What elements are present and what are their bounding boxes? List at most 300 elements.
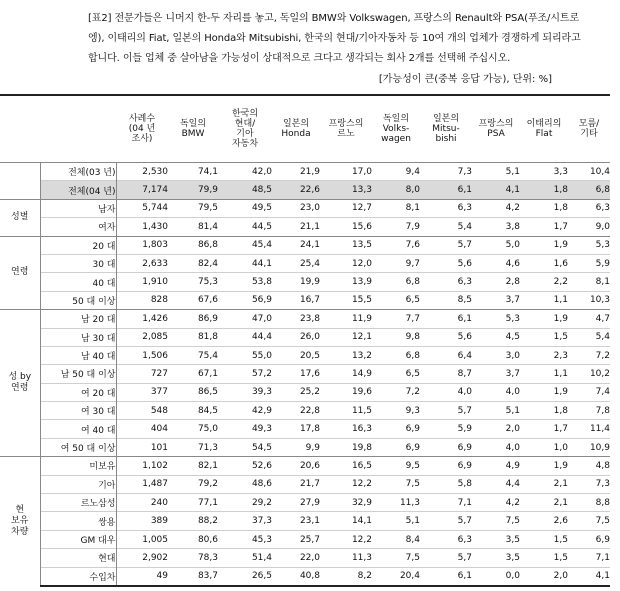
row-label: 르노삼성 (40, 494, 116, 512)
value-cell: 47,0 (218, 310, 272, 328)
value-cell: 26,0 (272, 328, 320, 346)
value-cell: 49,5 (218, 199, 272, 217)
value-cell: 78,3 (168, 549, 218, 567)
table-row (0, 383, 610, 401)
column-header-line: 일본의 (282, 119, 310, 129)
value-cell: 9,3 (372, 402, 420, 420)
column-header-line: 현대/ (234, 119, 256, 129)
value-cell: 25,4 (272, 254, 320, 272)
value-cell: 6,9 (372, 438, 420, 456)
unit-note: [가능성이 큰(중복 응답 가능), 단위: %] (378, 74, 552, 85)
group-label (0, 199, 40, 236)
value-cell: 1,1 (520, 365, 568, 383)
value-cell: 8,5 (420, 291, 472, 309)
value-cell: 22,6 (272, 181, 320, 199)
table-header-row (0, 95, 610, 163)
value-cell: 44,1 (218, 254, 272, 272)
value-cell: 44,5 (218, 218, 272, 236)
row-label: 여 50 대 이상 (40, 438, 116, 456)
value-cell: 1,102 (116, 457, 168, 475)
value-cell: 6,9 (420, 457, 472, 475)
value-cell: 75,3 (168, 273, 218, 291)
value-cell: 5,7 (420, 236, 472, 254)
value-cell: 6,9 (420, 438, 472, 456)
value-cell: 1,487 (116, 475, 168, 493)
column-header-line: 일본의 (432, 114, 460, 124)
value-cell: 3,5 (472, 549, 520, 567)
column-header-line: 자동차 (231, 139, 259, 149)
value-cell: 54,5 (218, 438, 272, 456)
value-cell: 16,5 (320, 457, 372, 475)
value-cell: 5,6 (420, 254, 472, 272)
row-label: 여 20 대 (40, 383, 116, 401)
value-cell: 75,4 (168, 346, 218, 364)
value-cell: 7,7 (372, 310, 420, 328)
value-cell: 6,8 (568, 181, 610, 199)
value-cell: 20,5 (272, 346, 320, 364)
column-header-line: 사례수 (128, 114, 156, 124)
column-header (520, 95, 568, 163)
value-cell: 11,4 (568, 420, 610, 438)
value-cell: 548 (116, 402, 168, 420)
value-cell: 9,8 (372, 328, 420, 346)
column-header-line: BMW (181, 129, 205, 139)
value-cell: 86,8 (168, 236, 218, 254)
value-cell: 2,2 (520, 273, 568, 291)
column-header-line: 프랑스의 (478, 119, 514, 129)
value-cell: 8,4 (372, 530, 420, 548)
value-cell: 32,9 (320, 494, 372, 512)
value-cell: 23,0 (272, 199, 320, 217)
value-cell: 4,0 (472, 383, 520, 401)
value-cell: 6,9 (372, 420, 420, 438)
value-cell: 19,6 (320, 383, 372, 401)
intro-text (88, 9, 588, 69)
value-cell: 5,0 (472, 236, 520, 254)
table-row (0, 549, 610, 567)
value-cell: 79,9 (168, 181, 218, 199)
group-label-line: 연령 (11, 267, 29, 278)
value-cell: 828 (116, 291, 168, 309)
value-cell: 79,2 (168, 475, 218, 493)
value-cell: 1,426 (116, 310, 168, 328)
value-cell: 8,7 (420, 365, 472, 383)
group-label-line: 차량 (11, 527, 29, 538)
value-cell: 8,1 (568, 273, 610, 291)
value-cell: 14,1 (320, 512, 372, 530)
value-cell: 1,9 (520, 383, 568, 401)
value-cell: 240 (116, 494, 168, 512)
value-cell: 49,3 (218, 420, 272, 438)
value-cell: 727 (116, 365, 168, 383)
value-cell: 5,3 (472, 310, 520, 328)
column-header-line: Volks- (382, 124, 410, 134)
value-cell: 5,8 (420, 475, 472, 493)
value-cell: 22,8 (272, 402, 320, 420)
column-header-line: 기아 (236, 129, 254, 139)
column-header-line: 이태리의 (526, 119, 562, 129)
value-cell: 6,3 (420, 199, 472, 217)
value-cell: 55,0 (218, 346, 272, 364)
row-label: 여자 (40, 218, 116, 236)
table-row (0, 199, 610, 217)
column-header-line: Mitsu- (432, 124, 460, 134)
value-cell: 5,7 (420, 402, 472, 420)
row-label: 전체(04 년) (40, 181, 116, 199)
value-cell: 1,5 (520, 530, 568, 548)
column-header (116, 95, 168, 163)
value-cell: 7,9 (372, 218, 420, 236)
value-cell: 5,1 (372, 512, 420, 530)
value-cell: 53,8 (218, 273, 272, 291)
table-row (0, 273, 610, 291)
value-cell: 7,5 (372, 475, 420, 493)
table-row (0, 512, 610, 530)
value-cell: 39,3 (218, 383, 272, 401)
value-cell: 1,8 (520, 199, 568, 217)
value-cell: 6,3 (420, 273, 472, 291)
column-header-line: 조사) (131, 134, 153, 144)
value-cell: 1,005 (116, 530, 168, 548)
value-cell: 80,6 (168, 530, 218, 548)
column-header-line: 한국의 (231, 109, 259, 119)
value-cell: 5,9 (568, 254, 610, 272)
value-cell: 15,6 (320, 218, 372, 236)
value-cell: 86,9 (168, 310, 218, 328)
value-cell: 22,0 (272, 549, 320, 567)
column-header (372, 95, 420, 163)
value-cell: 9,9 (272, 438, 320, 456)
value-cell: 19,9 (272, 273, 320, 291)
value-cell: 1,6 (520, 254, 568, 272)
value-cell: 3,7 (472, 365, 520, 383)
row-label: 전체(03 년) (40, 163, 116, 181)
value-cell: 12,7 (320, 199, 372, 217)
value-cell: 3,5 (472, 530, 520, 548)
group-label (0, 457, 40, 586)
value-cell: 20,4 (372, 567, 420, 586)
value-cell: 2,1 (520, 475, 568, 493)
column-header-line: 독일의 (179, 119, 207, 129)
value-cell: 2,530 (116, 163, 168, 181)
value-cell: 101 (116, 438, 168, 456)
value-cell: 7,3 (568, 475, 610, 493)
value-cell: 5,4 (568, 328, 610, 346)
value-cell: 13,3 (320, 181, 372, 199)
value-cell: 52,6 (218, 457, 272, 475)
row-label: 40 대 (40, 273, 116, 291)
value-cell: 9,5 (372, 457, 420, 475)
table-body (0, 163, 610, 586)
row-label: 쌍용 (40, 512, 116, 530)
row-label: 여 40 대 (40, 420, 116, 438)
value-cell: 5,7 (420, 549, 472, 567)
value-cell: 2,0 (472, 420, 520, 438)
value-cell: 48,6 (218, 475, 272, 493)
value-cell: 67,6 (168, 291, 218, 309)
value-cell: 4,0 (420, 383, 472, 401)
survey-table (0, 94, 610, 587)
row-label: 수입차 (40, 567, 116, 586)
value-cell: 56,9 (218, 291, 272, 309)
value-cell: 71,3 (168, 438, 218, 456)
value-cell: 2,633 (116, 254, 168, 272)
value-cell: 4,6 (472, 254, 520, 272)
value-cell: 9,7 (372, 254, 420, 272)
value-cell: 3,8 (472, 218, 520, 236)
table-row (0, 218, 610, 236)
row-label: 여 30 대 (40, 402, 116, 420)
value-cell: 5,7 (420, 512, 472, 530)
value-cell: 9,0 (568, 218, 610, 236)
value-cell: 13,2 (320, 346, 372, 364)
table-row (0, 236, 610, 254)
row-label: 남 50 대 이상 (40, 365, 116, 383)
value-cell: 23,1 (272, 512, 320, 530)
group-label-line: 현 (15, 505, 25, 516)
table-row (0, 346, 610, 364)
column-header (568, 95, 610, 163)
value-cell: 88,2 (168, 512, 218, 530)
value-cell: 16,7 (272, 291, 320, 309)
value-cell: 4,0 (472, 438, 520, 456)
value-cell: 7,6 (372, 236, 420, 254)
value-cell: 2,8 (472, 273, 520, 291)
value-cell: 6,4 (420, 346, 472, 364)
value-cell: 389 (116, 512, 168, 530)
value-cell: 12,1 (320, 328, 372, 346)
value-cell: 42,9 (218, 402, 272, 420)
column-header (218, 95, 272, 163)
value-cell: 2,0 (520, 567, 568, 586)
value-cell: 75,0 (168, 420, 218, 438)
value-cell: 6,9 (568, 530, 610, 548)
value-cell: 1,7 (520, 420, 568, 438)
column-header-line: 독일의 (382, 114, 410, 124)
table-row (0, 163, 610, 181)
group-label-line: 보유 (11, 516, 29, 527)
value-cell: 20,6 (272, 457, 320, 475)
value-cell: 1,1 (520, 291, 568, 309)
value-cell: 7,174 (116, 181, 168, 199)
table-row (0, 181, 610, 199)
row-label: 30 대 (40, 254, 116, 272)
value-cell: 45,4 (218, 236, 272, 254)
value-cell: 42,0 (218, 163, 272, 181)
value-cell: 9,4 (372, 163, 420, 181)
value-cell: 4,1 (568, 567, 610, 586)
value-cell: 7,5 (372, 549, 420, 567)
value-cell: 7,2 (568, 346, 610, 364)
header-corner (0, 95, 116, 163)
value-cell: 3,3 (520, 163, 568, 181)
value-cell: 10,9 (568, 438, 610, 456)
value-cell: 17,0 (320, 163, 372, 181)
value-cell: 21,7 (272, 475, 320, 493)
value-cell: 7,1 (420, 494, 472, 512)
value-cell: 404 (116, 420, 168, 438)
intro-line: 엥), 이태리의 Fiat, 일본의 Honda와 Mitsubishi, 한국의 현대/기아자동차 등 10여 개의 업체가 경쟁하게 되리라고 (88, 33, 581, 44)
value-cell: 8,0 (372, 181, 420, 199)
value-cell: 17,6 (272, 365, 320, 383)
column-header-line: 모름/ (578, 119, 600, 129)
value-cell: 4,8 (568, 457, 610, 475)
value-cell: 6,1 (420, 567, 472, 586)
row-label: GM 대우 (40, 530, 116, 548)
value-cell: 26,5 (218, 567, 272, 586)
table-row (0, 310, 610, 328)
value-cell: 2,6 (520, 512, 568, 530)
value-cell: 84,5 (168, 402, 218, 420)
value-cell: 77,1 (168, 494, 218, 512)
value-cell: 44,4 (218, 328, 272, 346)
value-cell: 8,1 (372, 199, 420, 217)
table-row (0, 475, 610, 493)
value-cell: 6,1 (420, 310, 472, 328)
value-cell: 7,8 (568, 402, 610, 420)
value-cell: 12,2 (320, 475, 372, 493)
table-row (0, 438, 610, 456)
value-cell: 2,902 (116, 549, 168, 567)
value-cell: 1,9 (520, 457, 568, 475)
column-header-line: Flat (535, 129, 553, 139)
row-label: 현대 (40, 549, 116, 567)
value-cell: 3,0 (472, 346, 520, 364)
column-header (472, 95, 520, 163)
value-cell: 1,5 (520, 549, 568, 567)
column-header (168, 95, 218, 163)
value-cell: 4,2 (472, 199, 520, 217)
column-header-line: 프랑스의 (328, 119, 364, 129)
table-row (0, 494, 610, 512)
value-cell: 11,3 (320, 549, 372, 567)
value-cell: 25,7 (272, 530, 320, 548)
column-header-line: 기타 (580, 129, 598, 139)
group-label-line: 연령 (11, 383, 29, 394)
table-row (0, 365, 610, 383)
table-row (0, 420, 610, 438)
column-header-line: 르노 (337, 129, 355, 139)
value-cell: 0,0 (472, 567, 520, 586)
value-cell: 83,7 (168, 567, 218, 586)
value-cell: 1,9 (520, 310, 568, 328)
value-cell: 27,9 (272, 494, 320, 512)
value-cell: 45,3 (218, 530, 272, 548)
value-cell: 7,4 (568, 383, 610, 401)
value-cell: 5,9 (420, 420, 472, 438)
column-header-line: Honda (281, 129, 311, 139)
value-cell: 12,2 (320, 530, 372, 548)
value-cell: 11,5 (320, 402, 372, 420)
value-cell: 1,506 (116, 346, 168, 364)
group-label (0, 236, 40, 310)
value-cell: 7,5 (568, 512, 610, 530)
value-cell: 7,3 (420, 163, 472, 181)
value-cell: 1,7 (520, 218, 568, 236)
value-cell: 15,5 (320, 291, 372, 309)
value-cell: 377 (116, 383, 168, 401)
row-label: 기아 (40, 475, 116, 493)
table-row (0, 254, 610, 272)
value-cell: 7,2 (372, 383, 420, 401)
column-header-line: bishi (435, 134, 457, 144)
value-cell: 16,3 (320, 420, 372, 438)
value-cell: 67,1 (168, 365, 218, 383)
value-cell: 6,3 (420, 530, 472, 548)
row-label: 20 대 (40, 236, 116, 254)
value-cell: 4,2 (472, 494, 520, 512)
row-label: 남 30 대 (40, 328, 116, 346)
value-cell: 7,1 (568, 549, 610, 567)
value-cell: 6,8 (372, 346, 420, 364)
value-cell: 11,3 (372, 494, 420, 512)
value-cell: 6,8 (372, 273, 420, 291)
value-cell: 21,9 (272, 163, 320, 181)
value-cell: 10,2 (568, 365, 610, 383)
value-cell: 79,5 (168, 199, 218, 217)
row-label: 50 대 이상 (40, 291, 116, 309)
table-row (0, 328, 610, 346)
row-label: 남자 (40, 199, 116, 217)
value-cell: 6,5 (372, 365, 420, 383)
value-cell: 5,1 (472, 163, 520, 181)
value-cell: 1,803 (116, 236, 168, 254)
value-cell: 6,1 (420, 181, 472, 199)
value-cell: 4,9 (472, 457, 520, 475)
value-cell: 48,5 (218, 181, 272, 199)
value-cell: 13,5 (320, 236, 372, 254)
value-cell: 2,1 (520, 494, 568, 512)
value-cell: 1,5 (520, 328, 568, 346)
row-label: 남 40 대 (40, 346, 116, 364)
value-cell: 5,6 (420, 328, 472, 346)
value-cell: 74,1 (168, 163, 218, 181)
value-cell: 5,4 (420, 218, 472, 236)
value-cell: 10,4 (568, 163, 610, 181)
value-cell: 40,8 (272, 567, 320, 586)
value-cell: 5,744 (116, 199, 168, 217)
value-cell: 5,1 (472, 402, 520, 420)
table-row (0, 567, 610, 586)
table-row (0, 291, 610, 309)
value-cell: 82,4 (168, 254, 218, 272)
column-header (320, 95, 372, 163)
value-cell: 8,8 (568, 494, 610, 512)
value-cell: 12,0 (320, 254, 372, 272)
row-label: 남 20 대 (40, 310, 116, 328)
value-cell: 1,430 (116, 218, 168, 236)
value-cell: 21,1 (272, 218, 320, 236)
row-label: 미보유 (40, 457, 116, 475)
value-cell: 19,8 (320, 438, 372, 456)
value-cell: 29,2 (218, 494, 272, 512)
column-header-line: (04 년 (128, 124, 156, 134)
value-cell: 2,085 (116, 328, 168, 346)
group-label (0, 310, 40, 457)
value-cell: 4,4 (472, 475, 520, 493)
value-cell: 1,0 (520, 438, 568, 456)
value-cell: 11,9 (320, 310, 372, 328)
value-cell: 4,5 (472, 328, 520, 346)
value-cell: 25,2 (272, 383, 320, 401)
value-cell: 5,3 (568, 236, 610, 254)
intro-line: 합니다. 이들 업체 중 살아남을 가능성이 상대적으로 크다고 생각되는 회사 2개를 선택해 주십시오. (88, 53, 511, 64)
value-cell: 1,910 (116, 273, 168, 291)
value-cell: 1,9 (520, 236, 568, 254)
value-cell: 81,4 (168, 218, 218, 236)
column-header (272, 95, 320, 163)
group-label-line: 성별 (11, 212, 29, 223)
